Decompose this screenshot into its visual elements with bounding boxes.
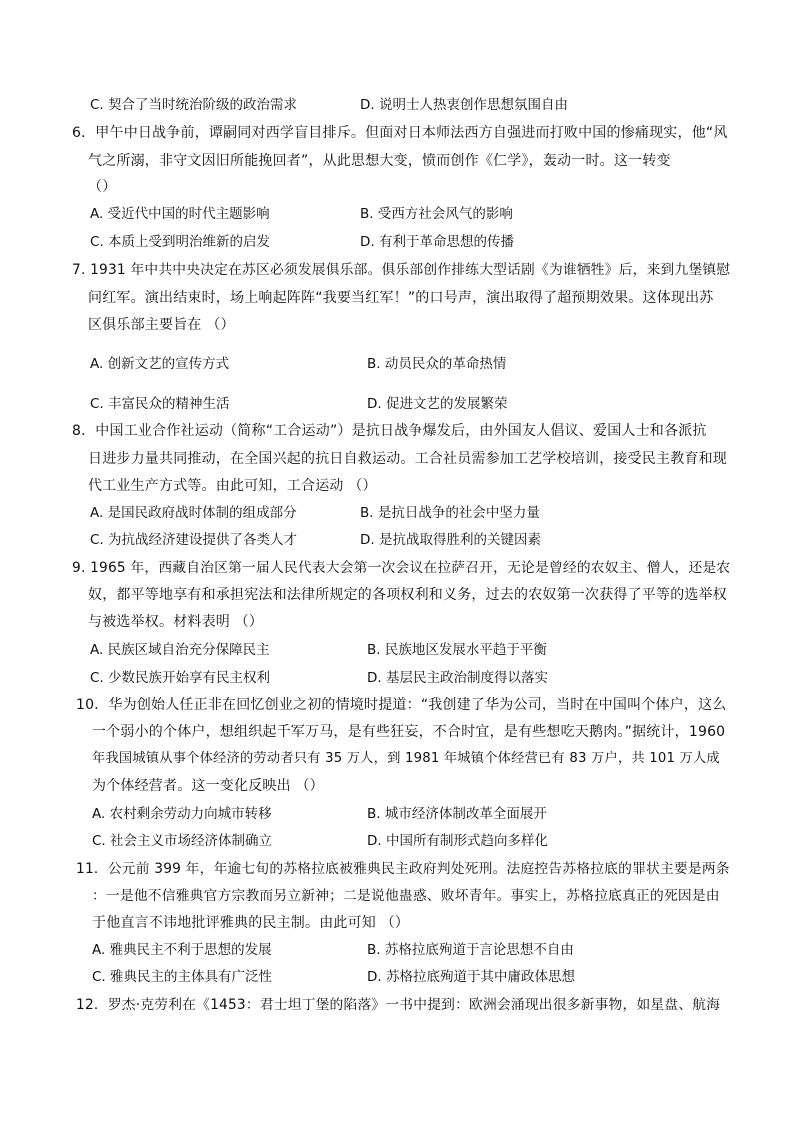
q10-stem-line-2: 一个弱小的个体户，想组织起千军万马，是有些狂妄，不合时宜，是有些想吃天鹅肉。”据统计，1960 — [92, 724, 726, 740]
q6-stem-line-1: 6．甲午中日战争前，谭嗣同对西学盲目排斥。但面对日本师法西方自强进而打败中国的惨痛现实，他“风 — [72, 125, 728, 141]
q10-stem-line-3: 年我国城镇从事个体经济的劳动者只有 35 万人，到 1981 年城镇个体经营已有 83 万户，共 101 万人成 — [92, 751, 720, 766]
q9-stem-line-1: 9. 1965 年，西藏自治区第一届人民代表大会第一次会议在拉萨召开，无论是曾经的农奴主、僧人，还是农 — [72, 560, 731, 576]
q10-option-c: C. 社会主义市场经济体制确立 — [92, 833, 273, 849]
q5-option-d: D. 说明士人热衷创作思想氛围自由 — [360, 97, 568, 113]
q11-option-a: A. 雅典民主不利于思想的发展 — [92, 942, 272, 958]
q9-option-c: C. 少数民族开始享有民主权利 — [90, 670, 271, 686]
q8-option-c: C. 为抗战经济建设提供了各类人才 — [90, 532, 298, 548]
q7-option-c: C. 丰富民众的精神生活 — [90, 396, 230, 412]
q6-stem-line-2: 气之所溺，非守文因旧所能挽回者”，从此思想大变，愤而创作《仁学》，轰动一时。这一转变 — [88, 153, 671, 169]
q8-stem-line-3: 代工业生产方式等。由此可知，工合运动 （） — [88, 478, 377, 494]
q9-option-d: D. 基层民主政治制度得以落实 — [367, 670, 548, 686]
q9-option-b: B. 民族地区发展水平趋于平衡 — [367, 642, 547, 658]
q8-option-a: A. 是国民政府战时体制的组成部分 — [90, 505, 297, 521]
q11-option-b: B. 苏格拉底殉道于言论思想不自由 — [367, 942, 574, 958]
q6-option-c: C. 本质上受到明治维新的启发 — [90, 234, 271, 250]
q7-stem-line-2: 问红军。演出结束时，场上响起阵阵“我要当红军！”的口号声，演出取得了超预期效果。这体现出苏 — [88, 290, 714, 306]
q10-option-b: B. 城市经济体制改革全面展开 — [367, 806, 547, 822]
q9-stem-line-3: 与被选举权。材料表明 （） — [88, 614, 264, 630]
q6-option-d: D. 有利于革命思想的传播 — [360, 234, 514, 250]
q8-stem-line-2: 日进步力量共同推动，在全国兴起的抗日自救运动。工合社员需参加工艺学校培训，接受民主教育和现 — [88, 451, 727, 467]
q7-option-a: A. 创新文艺的宣传方式 — [90, 356, 230, 372]
q6-stem-line-3: （） — [88, 179, 117, 195]
q7-stem-line-3: 区俱乐部主要旨在 （） — [88, 317, 235, 333]
q6-option-b: B. 受西方社会风气的影响 — [360, 206, 513, 222]
q7-option-d: D. 促进文艺的发展繁荣 — [367, 396, 508, 412]
q11-option-c: C. 雅典民主的主体具有广泛性 — [92, 969, 273, 985]
q11-stem-line-1: 11．公元前 399 年，年逾七旬的苏格拉底被雅典民主政府判处死刑。法庭控告苏格拉底的罪状主要是两条 — [76, 861, 730, 877]
q10-stem-line-4: 为个体经营者。这一变化反映出 （） — [92, 778, 324, 794]
q10-option-d: D. 中国所有制形式趋向多样化 — [367, 833, 548, 849]
q8-option-b: B. 是抗日战争的社会中坚力量 — [360, 505, 540, 521]
q10-stem-line-1: 10．华为创始人任正非在回忆创业之初的情境时提道：“我创建了华为公司，当时在中国叫个体户，这么 — [76, 697, 727, 713]
q9-option-a: A. 民族区域自治充分保障民主 — [90, 642, 270, 658]
q11-stem-line-3: 于他直言不讳地批评雅典的民主制。由此可知 （） — [92, 915, 410, 931]
q8-stem-line-1: 8．中国工业合作社运动（简称“工合运动”）是抗日战争爆发后，由外国友人倡议、爱国人士和各派抗 — [72, 423, 707, 439]
q11-option-d: D. 苏格拉底殉道于其中庸政体思想 — [367, 969, 575, 985]
q11-stem-line-2: ：一是他不信雅典官方宗教而另立新神；二是说他蛊惑、败坏青年。事实上，苏格拉底真正的死因是由 — [92, 888, 720, 904]
q6-option-a: A. 受近代中国的时代主题影响 — [90, 206, 270, 222]
q7-option-b: B. 动员民众的革命热情 — [367, 356, 507, 372]
q12-stem-line-1: 12．罗杰·克劳利在《1453：君士坦丁堡的陷落》一书中提到：欧洲会涌现出很多新事物，如星盘、航海 — [76, 997, 721, 1013]
q9-stem-line-2: 奴，都平等地享有和承担宪法和法律所规定的各项权利和义务，过去的农奴第一次获得了平等的选举权 — [88, 587, 727, 603]
q5-option-c: C. 契合了当时统治阶级的政治需求 — [90, 97, 298, 113]
q7-stem-line-1: 7. 1931 年中共中央决定在苏区必须发展俱乐部。俱乐部创作排练大型话剧《为谁牺牲》后，来到九堡镇慰 — [72, 262, 731, 278]
q10-option-a: A. 农村剩余劳动力向城市转移 — [92, 806, 272, 822]
q8-option-d: D. 是抗战取得胜利的关键因素 — [360, 532, 541, 548]
